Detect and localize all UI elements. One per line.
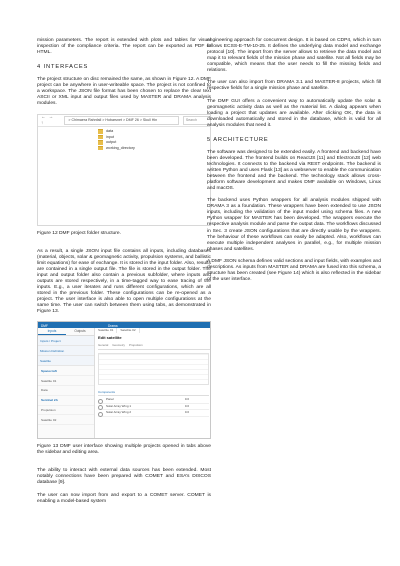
sidebar-tabs <box>38 328 94 336</box>
project-tabs <box>95 328 211 333</box>
left-column <box>37 38 211 511</box>
folder-search-input[interactable]: Search <box>183 116 211 125</box>
figure-12-caption: Figure 12 DMF project folder structure. <box>37 230 121 236</box>
folder-icon <box>98 140 103 145</box>
folder-icon <box>98 146 103 151</box>
tab-inputs[interactable]: Inputs <box>38 328 66 335</box>
folder-item[interactable]: input <box>98 134 135 140</box>
paragraph-architecture-1: The software was designed to be extended easily. A frontend and backend have been developed. The frontend builds on ReactJS [11] and ElectronJS [12] web technologies. It connects to the backend via REST endpoints. The backend is written Python and uses Flask [13] as a webserver to enable the communication between the frontend and the backend. The technology stack allows cross-platform software development and makes DMF available on Windows, Linux and macOS. <box>207 149 381 192</box>
sidebar-section[interactable]: Satellite <box>38 356 94 366</box>
editor-form-grid[interactable] <box>98 353 209 385</box>
sidebar-item[interactable]: Propulsion <box>38 406 94 416</box>
tab-outputs[interactable]: Outputs <box>74 329 86 334</box>
subtab-propulsion[interactable]: Propulsion <box>129 343 143 348</box>
right-column <box>207 38 381 289</box>
sidebar-section[interactable]: Inputs / Project <box>38 336 94 346</box>
folder-path[interactable]: > Chimaera Rahnfall > Hobarsnet > DMF 26 > Skull Hin <box>64 116 178 125</box>
sidebar-section[interactable]: Mission Definition <box>38 346 94 356</box>
folder-item[interactable]: working_directory <box>98 145 135 151</box>
section-heading-interfaces: 4 INTERFACES <box>37 64 89 71</box>
figure-13-user-interface <box>37 321 211 439</box>
component-row[interactable]: Solar Array Wing 2 0.0 <box>98 410 209 417</box>
paragraph-architecture-2: The backend uses Python wrappers for all analysis modules shipped with DRAMA 3 as a foundation. These wrappers have been extended to use JSON inputs, including the validation of the input model using schema files. A new Python wrapper for MASTER has been developed. The wrappers execute the respective analysis module and parse the output data. The workflows discussed in Sec. 3 create JSON configurations that are directly usable by the wrappers. The behaviour of these workflows can easily be adapted. Also, workflows can execute multiple independent analyses in parallel, e.g., for multiple mission phases and satellites. <box>207 198 381 252</box>
components-section: Components <box>98 389 209 396</box>
subtab-geometry[interactable]: Geometry <box>112 343 125 348</box>
paragraph-drama-master-import: The user can also import from DRAMA 3.1 and MASTER-8 projects, which fill respective fields for a single mission phase and satellite. <box>207 80 381 92</box>
paragraph-interfaces: The project structure on disc remained the same, as shown in Figure 12. A DMF project can be anywhere in user-writeable space. The project is not confined to a workspace. The JSON file format has been chosen to replace the clear text ASCII or XML input and output files used by MASTER and DRAMA analysis modules. <box>37 77 211 107</box>
editor-subtabs <box>98 342 211 350</box>
sidebar-item[interactable]: Satellite 01 <box>38 376 94 386</box>
paragraph-json: As a result, a single JSON input file contains all inputs, including databases (material, objects, solar & geomagnetic activity, propulsion systems, and ballistic limit equations) for ease of exchange. It is stored in the input folder. Also, results are contained in a single output file. The file is stored in the output folder. The input and output folder also contain a previous subfolder, where inputs and outputs are stored respectively, in a time-tagged way to ease tracing of the inputs. E.g., a user iterates and runs different configurations, which are all stored in the previous folder. These configurations can be re-opened as a project. The user interface is also able to open multiple configurations at the same time. The user can switch between them using tabs, as demonstrated in Figure 13. <box>37 248 211 315</box>
folder-item[interactable]: data <box>98 129 135 135</box>
section-heading-architecture: 5 ARCHITECTURE <box>207 136 269 143</box>
app-module-label: Drama <box>108 323 118 328</box>
editor-title: Edit satellite <box>98 335 122 341</box>
paragraph-gui-updates: The DMF GUI offers a convenient way to automatically update the solar & geomagnetic activity data as well as the material list. A dialog appears when loading a project that updates are available. After clicking OK, the data is downloaded automatically and stored in the database, which is valid for all analysis modules that need it. <box>207 98 381 128</box>
folder-list <box>98 129 135 151</box>
paragraph-comet-continued: engineering approach for concurrent design. It is based on CDP4, which in turn follows ECSS-E-TM-10-25. It defines the underlying data model and exchange protocol [10]. The import from the server allows to retrieve the data model and map it to relevant fields of the mission phase and satellite. Not all fields may be compatible, which means that the user needs to fill the missing fields and relations. <box>207 38 381 74</box>
folder-icon <box>98 135 103 140</box>
sidebar-item[interactable]: Sentinel 2A <box>38 396 94 406</box>
paragraph-comet: The user can now import from and export to a COMET server. COMET is enabling a model-based system <box>37 492 211 504</box>
address-bar <box>38 115 211 127</box>
sidebar-item[interactable]: Satellite 02 <box>38 415 94 425</box>
subtab-general[interactable]: General <box>98 343 109 348</box>
radio-icon[interactable] <box>98 399 103 404</box>
navigation-arrows-icon[interactable]: ← → ↑ <box>41 113 55 126</box>
gui-editing-area <box>95 328 211 439</box>
folder-item[interactable]: output <box>98 140 135 146</box>
gui-sidebar <box>38 328 95 439</box>
component-row[interactable]: Panel 0.0 <box>98 397 209 404</box>
radio-icon[interactable] <box>98 412 103 417</box>
figure-12-folder-window <box>37 114 211 226</box>
paragraph-external-data: The ability to interact with external data sources has been extended. Most notably connections have been prepared with COMET and ESA’s DISCOS database [9]. <box>37 468 211 486</box>
component-row[interactable]: Solar Array Wing 1 0.0 <box>98 404 209 411</box>
paragraph-intro: mission parameters. The report is extended with plots and tables for visual inspection of the compliance criteria. The report can be exported as PDF or HTML. <box>37 38 211 56</box>
radio-icon[interactable] <box>98 405 103 410</box>
figure-13-caption: Figure 13 DMF user interface showing multiple projects opened in tabs above the sidebar and editing area. <box>37 444 211 456</box>
project-tab[interactable]: Satellite 01 <box>95 328 117 333</box>
project-tab[interactable]: Satellite 02 <box>117 328 139 333</box>
app-title: DMF <box>41 323 48 328</box>
folder-icon <box>98 129 103 134</box>
sidebar-item[interactable]: Spacecraft <box>38 366 94 376</box>
sidebar-item[interactable]: Data <box>38 386 94 396</box>
paragraph-architecture-3: A DMF JSON schema defines valid sections and input fields, with examples and descriptions. As inputs from MASTER and DRAMA are fused into this schema, a structure has been created (see Figure 14) which is also reflected in the sidebar of the user interface. <box>207 258 381 282</box>
